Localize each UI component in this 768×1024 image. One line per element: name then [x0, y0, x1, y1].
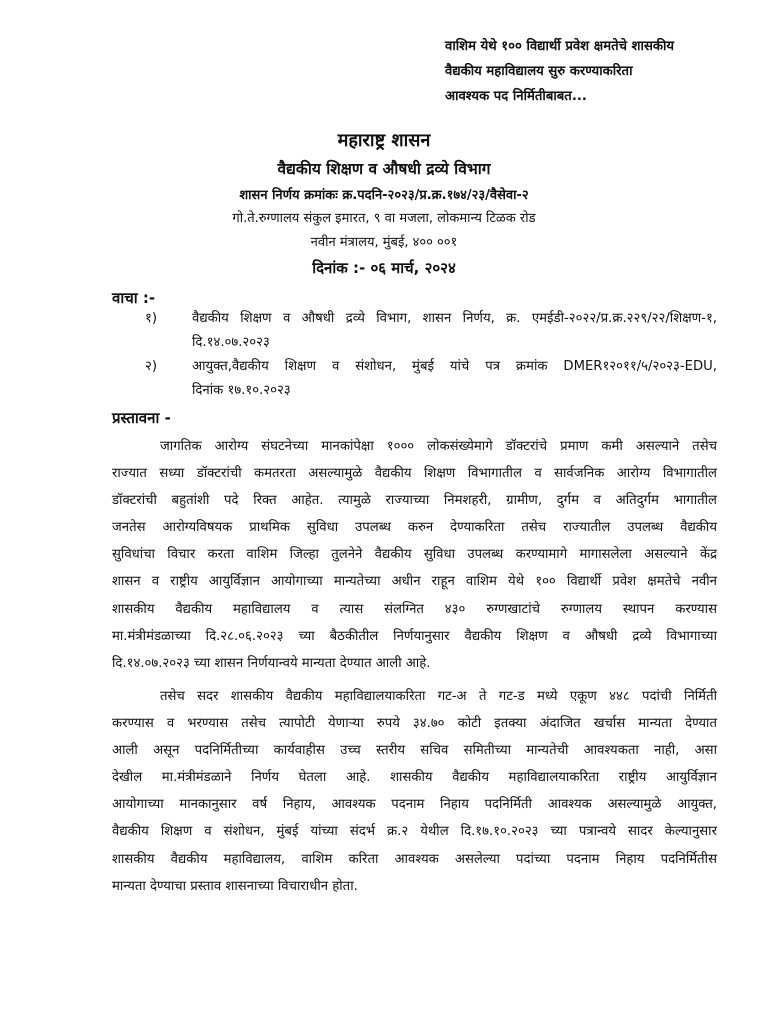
preamble-paragraph: [112, 433, 717, 677]
reference-text: वैद्यकीय शिक्षण व औषधी द्रव्ये विभाग, शासन निर्णय, क्र. एमईडी-२०२२/प्र.क्र.२२९/२२/शिक्षण-१,: [192, 311, 717, 326]
address-line: नवीन मंत्रालय, मुंबई, ४०० ००१: [310, 235, 458, 250]
paragraph-line: आली असून पदनिर्मितीच्या कार्यवाहीस उच्च स्तरीय सचिव समितीच्या मान्यतेची आवश्यकता नाही, असा: [112, 743, 717, 759]
paragraph-line: शासकीय वैद्यकीय महाविद्यालय व त्यास संलग्नित ४३० रुग्णखाटांचे रुग्णालय स्थापन करण्यास: [112, 601, 717, 617]
government-title: महाराष्ट्र शासन: [337, 130, 431, 151]
paragraph-line: जनतेस आरोग्यविषयक प्राथमिक सुविधा उपलब्ध करुन देण्याकरिता तसेच राज्यातील उपलब्ध वैद्यकीय: [112, 520, 717, 536]
subject-line: आवश्यक पद निर्मितीबाबत...: [445, 89, 587, 104]
paragraph-line: दि.१४.०७.२०२३ च्या शासन निर्णयान्वये मान्यता देण्यात आली आहे.: [112, 655, 431, 671]
paragraph-line: शासकीय वैद्यकीय महाविद्यालय, वाशिम करिता आवश्यक असलेल्या पदांच्या पदनाम निहाय पदनिर्मितीस: [112, 851, 717, 867]
paragraph-line: देखील मा.मंत्रीमंडळाने निर्णय घेतला आहे. शासकीय वैद्यकीय महाविद्यालयाकरिता राष्ट्रीय आयुर्विज्ञान: [112, 770, 717, 786]
reference-item: [145, 307, 717, 355]
preamble-heading: प्रस्तावना -: [112, 409, 171, 427]
paragraph-line: वैद्यकीय शिक्षण व संशोधन, मुंबई यांच्या संदर्भ क्र.२ येथील दि.१७.१०.२०२३ च्या पत्रान्वये सादर केल्यानुसार: [112, 824, 717, 840]
reference-text: आयुक्त,वैद्यकीय शिक्षण व संशोधन, मुंबई यांचे पत्र क्रमांक DMER१२०११/५/२०२३-EDU,: [192, 359, 717, 374]
paragraph-line: शासन व राष्ट्रीय आयुर्विज्ञान आयोगाच्या मान्यतेच्या अधीन राहून वाशिम येथे १०० विद्यार्थी प्रवेश क्षमतेचे नवीन: [112, 574, 717, 590]
department-title: वैद्यकीय शिक्षण व औषधी द्रव्ये विभाग: [277, 160, 491, 178]
reference-text: दि.१४.०७.२०२३: [192, 335, 270, 350]
reference-item: [145, 355, 717, 403]
subject-line: वाशिम येथे १०० विद्यार्थी प्रवेश क्षमतेचे शासकीय: [445, 39, 675, 54]
paragraph-line: जागतिक आरोग्य संघटनेच्या मानकांपेक्षा १००० लोकसंख्येमागे डॉक्टरांचे प्रमाण कमी असल्याने तसेच: [160, 439, 717, 454]
paragraph-line: तसेच सदर शासकीय वैद्यकीय महाविद्यालयाकरिता गट-अ ते गट-ड मध्ये एकूण ४४८ पदांची निर्मिती: [160, 689, 717, 704]
read-heading: वाचा :-: [112, 289, 156, 307]
subject-block: [445, 34, 717, 109]
paragraph-line: आयोगाच्या मानकानुसार वर्ष निहाय, आवश्यक पदनाम निहाय पदनिर्मिती आवश्यक असल्यामुळे आयुक्त,: [112, 797, 717, 813]
preamble-paragraph: [112, 683, 717, 900]
reference-text: दिनांक १७.१०.२०२३: [192, 383, 291, 398]
paragraph-line: सुविधांचा विचार करता वाशिम जिल्हा तुलनेने वैद्यकीय सुविधा उपलब्ध करण्यामागे मागासलेला असल्याने केंद्र: [112, 547, 717, 563]
paragraph-line: राज्यात सध्या डॉक्टरांची कमतरता असल्यामुळे वैद्यकीय शिक्षण विभागातील व सार्वजनिक आरोग्य विभागातील: [112, 466, 717, 482]
paragraph-line: करण्यास व भरण्यास तसेच त्यापोटी येणाऱ्या रुपये ३४.७० कोटी इतक्या अंदाजित खर्चास मान्यता देण्यात: [112, 716, 717, 732]
document-date: दिनांक :- ०६ मार्च, २०२४: [312, 259, 456, 277]
address-line: गो.ते.रुग्णालय संकुल इमारत, ९ वा मजला, लोकमान्य टिळक रोड: [232, 211, 536, 226]
paragraph-line: डॉक्टरांची बहुतांशी पदे रिक्त आहेत. त्यामुळे राज्याच्या निमशहरी, ग्रामीण, दुर्गम व अतिदुर्गम भागातील: [112, 493, 717, 509]
reference-number: १): [145, 311, 158, 326]
gr-number: शासन निर्णय क्रमांकः क्र.पदनि-२०२३/प्र.क्र.१७४/२३/वैसेवा-२: [239, 188, 529, 203]
subject-line: वैद्यकीय महाविद्यालय सुरु करण्याकरिता: [445, 64, 633, 79]
paragraph-line: मान्यता देण्याचा प्रस्ताव शासनाच्या विचाराधीन होता.: [112, 878, 358, 894]
paragraph-line: मा.मंत्रीमंडळाच्या दि.२८.०६.२०२३ च्या बैठकीतील निर्णयानुसार वैद्यकीय शिक्षण व औषधी द्रव्ये विभागाच्या: [112, 628, 717, 644]
reference-number: २): [145, 359, 158, 374]
